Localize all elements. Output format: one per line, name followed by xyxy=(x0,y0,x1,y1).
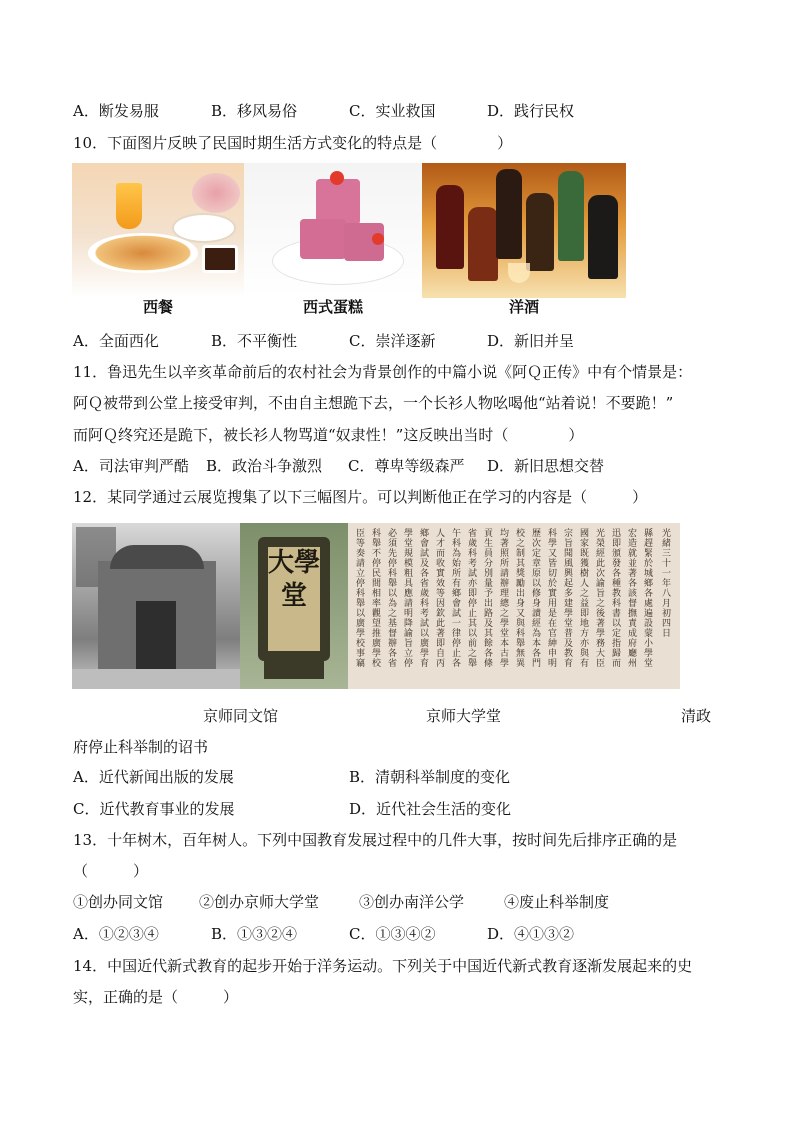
edict-text-column: 人才而收實效等因欽此著即自丙 xyxy=(436,529,446,669)
imperial-edict-photo xyxy=(348,523,680,689)
strawberry xyxy=(330,171,344,185)
q13-option-c: C．①③④② xyxy=(349,925,436,943)
edict-text-column: 迅即頒發各種教科書以定指歸而 xyxy=(612,529,622,669)
bottle xyxy=(526,193,554,271)
edict-text-column: 國家既獲樹人之益即地方亦與有 xyxy=(580,529,590,669)
cake-left xyxy=(300,219,346,259)
caption-foreign-liquor: 洋酒 xyxy=(508,298,539,316)
q14-stem-line2: 实，正确的是（ ） xyxy=(73,988,239,1006)
bottle xyxy=(496,169,522,259)
q11-option-d: D．新旧思想交替 xyxy=(487,457,605,475)
q10-option-b: B．不平衡性 xyxy=(211,332,298,350)
flowers-decor xyxy=(192,173,240,213)
q13-item-4: ④废止科举制度 xyxy=(504,893,610,911)
edict-text-column: 科舉不停民間相率觀望推廣學校 xyxy=(372,529,382,669)
western-meal-photo xyxy=(72,163,244,316)
edict-text-column: 學堂規模粗具應請明降諭旨立停 xyxy=(404,529,414,669)
q11-stem-line3: 而阿Ｑ终究还是跪下，被长衫人物骂道“奴隶性！”这反映出当时（ ） xyxy=(73,426,584,444)
q10-option-a: A．全面西化 xyxy=(73,332,159,350)
coffee-cup xyxy=(202,245,238,273)
q10-stem: 10．下面图片反映了民国时期生活方式变化的特点是（ ） xyxy=(73,134,513,152)
edict-text-column: 歷次定章原以修身讀經為本各門 xyxy=(532,529,542,669)
edict-text-column: 鄉會試及各省歲科考試以廣學育 xyxy=(420,529,430,669)
ground xyxy=(72,669,240,689)
edict-text-column: 臣等奏請立停科舉以廣學校事竊 xyxy=(356,529,366,669)
plaque-stand xyxy=(264,661,324,679)
edict-text-column: 宏造就並著各該督撫責成府廳州 xyxy=(628,529,638,669)
edict-text-column: 校之制其獎勵出身又與科舉無異 xyxy=(516,529,526,669)
western-cake-photo xyxy=(244,163,422,316)
q13-item-1: ①创办同文馆 xyxy=(73,893,164,911)
q12-stem: 12．某同学通过云展览搜集了以下三幅图片。可以判断他正在学习的内容是（ ） xyxy=(73,488,648,506)
caption-edict: 清政 xyxy=(681,707,712,725)
plaque-text: 大學堂 xyxy=(268,547,320,651)
q12-option-b: B．清朝科举制度的变化 xyxy=(349,768,511,786)
q13-stem-line1: 13．十年树木，百年树人。下列中国教育发展过程中的几件大事，按时间先后排序正确的是 xyxy=(73,831,678,849)
q13-stem-line2: （ ） xyxy=(73,862,149,880)
edict-text-column: 宗旨聞風興起多建學堂普及教育 xyxy=(564,529,574,669)
q11-option-a: A．司法审判严酷 xyxy=(73,457,189,475)
q10-option-c: C．崇洋逐新 xyxy=(349,332,436,350)
gate-door xyxy=(136,601,176,673)
sandwich-plate xyxy=(88,233,198,273)
q11-option-b: B．政治斗争激烈 xyxy=(206,457,323,475)
caption-western-cake: 西式蛋糕 xyxy=(302,298,363,316)
q9-option-a: A．断发易服 xyxy=(73,102,159,120)
q11-option-c: C．尊卑等级森严 xyxy=(348,457,465,475)
edict-text-column: 光榮經此次諭旨之後著學務大臣 xyxy=(596,529,606,669)
q9-option-b: B．移风易俗 xyxy=(211,102,298,120)
gate-roof xyxy=(110,545,204,569)
q11-stem-line2: 阿Ｑ被带到公堂上接受审判，不由自主想跪下去，一个长衫人物吆喝他“站着说！不要跪！” xyxy=(73,394,674,412)
edict-text-column: 貢生員分別量予出路及其餘各條 xyxy=(484,529,494,669)
tongwenguan-photo xyxy=(72,523,240,689)
q12-option-d: D．近代社会生活的变化 xyxy=(349,800,512,818)
caption-tongwenguan: 京师同文馆 xyxy=(203,707,279,725)
edict-text-column: 縣趕緊於城鄉各處遍設蒙小學堂 xyxy=(644,529,654,669)
q13-item-2: ②创办京师大学堂 xyxy=(199,893,320,911)
edict-text-column: 午科為始所有鄉會試一律停止各 xyxy=(452,529,462,669)
q10-option-d: D．新旧并呈 xyxy=(487,332,575,350)
edict-text-column: 省歲科考試亦即停止其以前之舉 xyxy=(468,529,478,669)
foreign-liquor-photo xyxy=(422,163,626,316)
edict-text-column: 光緒三十一年八月初四日 xyxy=(662,529,672,639)
q12-option-a: A．近代新闻出版的发展 xyxy=(73,768,234,786)
q13-option-a: A．①②③④ xyxy=(73,925,159,943)
edict-text-column: 科學又皆切於實用是在官紳申明 xyxy=(548,529,558,669)
bottle xyxy=(436,185,464,269)
edict-text-column: 必須先停科舉以為之基督辦各省 xyxy=(388,529,398,669)
q9-option-d: D．践行民权 xyxy=(487,102,575,120)
q13-option-b: B．①③②④ xyxy=(211,925,298,943)
q13-item-3: ③创办南洋公学 xyxy=(359,893,465,911)
q11-stem-line1: 11．鲁迅先生以辛亥革命前后的农村社会为背景创作的中篇小说《阿Ｑ正传》中有个情景是： xyxy=(73,363,693,381)
bottle xyxy=(588,195,618,279)
q9-option-c: C．实业救国 xyxy=(349,102,436,120)
caption-edict-cont: 府停止科举制的诏书 xyxy=(73,738,209,756)
caption-daxuetang: 京师大学堂 xyxy=(426,707,502,725)
daxuetang-plaque-photo xyxy=(240,523,348,689)
q12-option-c: C．近代教育事业的发展 xyxy=(73,800,235,818)
caption-western-meal: 西餐 xyxy=(142,298,173,316)
bottle xyxy=(468,207,498,281)
bottle xyxy=(558,171,584,261)
q14-stem-line1: 14．中国近代新式教育的起步开始于洋务运动。下列关于中国近代新式教育逐渐发展起来的史 xyxy=(73,957,693,975)
juice-glass xyxy=(116,183,142,229)
glass xyxy=(508,263,530,283)
strawberry xyxy=(372,233,384,245)
q13-option-d: D．④①③② xyxy=(487,925,575,943)
edict-text-column: 均著照所請辦理總之學堂本古學 xyxy=(500,529,510,669)
